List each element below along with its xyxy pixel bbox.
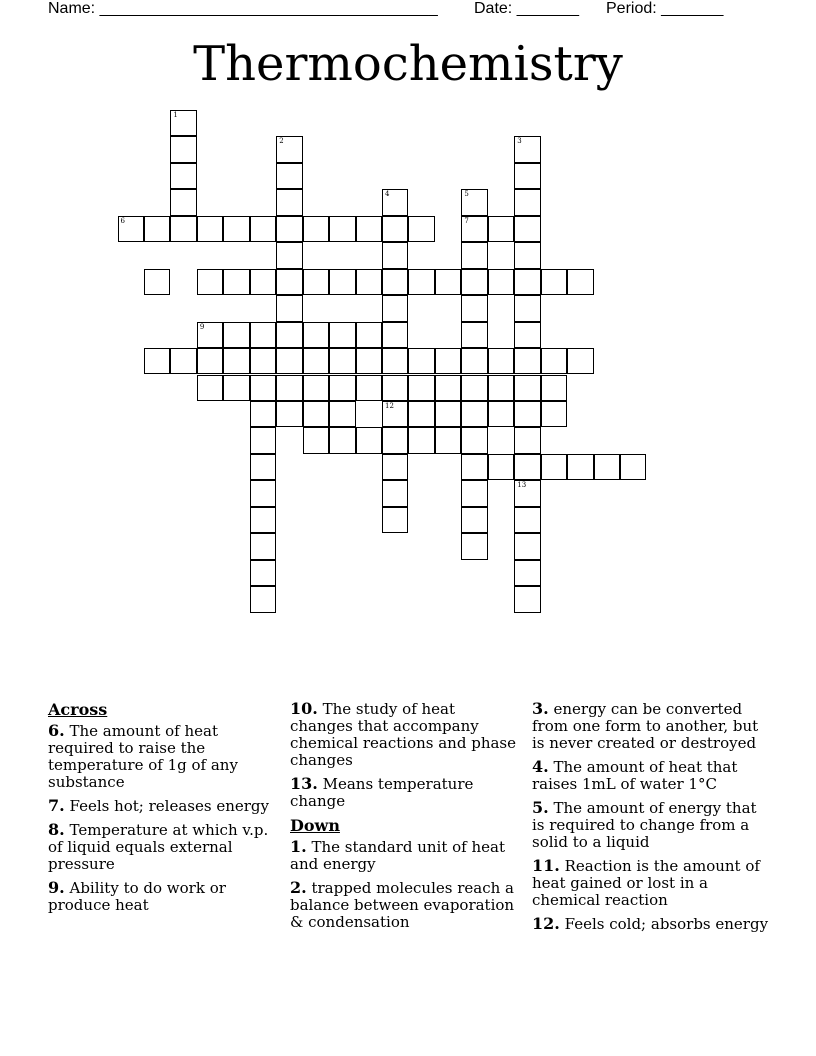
- crossword-cell[interactable]: [197, 375, 223, 401]
- crossword-cell[interactable]: [250, 560, 276, 586]
- crossword-cell[interactable]: [276, 295, 302, 321]
- crossword-cell[interactable]: [223, 269, 249, 295]
- date-field[interactable]: Date: _______: [474, 0, 579, 17]
- crossword-cell[interactable]: [170, 216, 196, 242]
- crossword-cell[interactable]: [250, 454, 276, 480]
- crossword-cell[interactable]: [382, 401, 408, 427]
- crossword-cell[interactable]: [461, 507, 487, 533]
- crossword-cell[interactable]: [170, 136, 196, 162]
- crossword-cell[interactable]: [435, 269, 461, 295]
- crossword-cell[interactable]: [461, 401, 487, 427]
- across-clue-8: 8. Temperature at which v.p. of liquid equals external pressure: [48, 820, 269, 873]
- crossword-cell[interactable]: [382, 480, 408, 506]
- across-clue-6: 6. The amount of heat required to raise the temperature of 1g of any substance: [48, 721, 238, 791]
- crossword-cell[interactable]: [435, 427, 461, 453]
- crossword-cell[interactable]: [223, 216, 249, 242]
- crossword-cell[interactable]: [461, 322, 487, 348]
- crossword-cell[interactable]: [541, 454, 567, 480]
- crossword-cell[interactable]: [382, 427, 408, 453]
- crossword-cell[interactable]: [461, 269, 487, 295]
- crossword-cell[interactable]: [303, 401, 329, 427]
- crossword-cell[interactable]: [250, 507, 276, 533]
- crossword-cell[interactable]: [250, 322, 276, 348]
- crossword-cell[interactable]: [382, 216, 408, 242]
- clue-number: 2: [279, 137, 284, 146]
- crossword-cell[interactable]: [461, 189, 487, 215]
- crossword-cell[interactable]: [382, 242, 408, 268]
- clues-column-2: [290, 700, 522, 937]
- clue-number: 6: [120, 216, 125, 225]
- crossword-cell[interactable]: [276, 348, 302, 374]
- crossword-cell[interactable]: [488, 269, 514, 295]
- crossword-cell[interactable]: [250, 401, 276, 427]
- crossword-cell[interactable]: [514, 322, 540, 348]
- clue-number: 13: [517, 481, 527, 490]
- crossword-cell[interactable]: [514, 533, 540, 559]
- down-heading: Down: [290, 816, 340, 835]
- crossword-cell[interactable]: [303, 375, 329, 401]
- crossword-cell[interactable]: [461, 242, 487, 268]
- crossword-cell[interactable]: [541, 269, 567, 295]
- crossword-cell[interactable]: [541, 375, 567, 401]
- crossword-cell[interactable]: [461, 216, 487, 242]
- crossword-cell[interactable]: [488, 401, 514, 427]
- crossword-cell[interactable]: [408, 401, 434, 427]
- crossword-cell[interactable]: [356, 375, 382, 401]
- crossword-cell[interactable]: [382, 189, 408, 215]
- crossword-cell[interactable]: [223, 375, 249, 401]
- clues-column-3: [532, 700, 772, 939]
- crossword-cell[interactable]: [329, 375, 355, 401]
- crossword-cell[interactable]: [118, 216, 144, 242]
- crossword-cell[interactable]: [329, 322, 355, 348]
- crossword-cell[interactable]: [170, 163, 196, 189]
- crossword-cell[interactable]: [356, 322, 382, 348]
- crossword-cell[interactable]: [303, 269, 329, 295]
- crossword-cell[interactable]: [514, 189, 540, 215]
- crossword-cell[interactable]: [382, 269, 408, 295]
- crossword-cell[interactable]: [250, 427, 276, 453]
- crossword-cell[interactable]: [514, 586, 540, 612]
- crossword-cell[interactable]: [514, 216, 540, 242]
- across-clue-13: 13. Means temperature change: [290, 774, 474, 810]
- crossword-cell[interactable]: [329, 269, 355, 295]
- crossword-cell[interactable]: [461, 533, 487, 559]
- clue-number: 9: [199, 322, 205, 331]
- page-title: Thermochemistry: [193, 36, 623, 92]
- crossword-cell[interactable]: [276, 216, 302, 242]
- crossword-cell[interactable]: [382, 454, 408, 480]
- clue-number: 12: [385, 401, 394, 410]
- crossword-cell[interactable]: [303, 348, 329, 374]
- crossword-cell[interactable]: [514, 507, 540, 533]
- crossword-cell[interactable]: [514, 295, 540, 321]
- crossword-cell[interactable]: [461, 427, 487, 453]
- crossword-cell[interactable]: [514, 427, 540, 453]
- crossword-cell[interactable]: [514, 163, 540, 189]
- crossword-cell[interactable]: [170, 348, 196, 374]
- crossword-cell[interactable]: [356, 348, 382, 374]
- crossword-cell[interactable]: [197, 216, 223, 242]
- crossword-cell[interactable]: [250, 480, 276, 506]
- crossword-cell[interactable]: [170, 110, 196, 136]
- crossword-cell[interactable]: [250, 375, 276, 401]
- crossword-cell[interactable]: [488, 216, 514, 242]
- clues-column-1: [48, 700, 273, 920]
- crossword-cell[interactable]: [303, 427, 329, 453]
- crossword-cell[interactable]: [303, 322, 329, 348]
- crossword-cell[interactable]: [514, 242, 540, 268]
- crossword-cell[interactable]: [461, 375, 487, 401]
- crossword-cell[interactable]: [594, 454, 620, 480]
- crossword-cell[interactable]: [488, 348, 514, 374]
- crossword-cell[interactable]: [197, 348, 223, 374]
- crossword-cell[interactable]: [514, 136, 540, 162]
- clue-number: 1: [173, 111, 178, 119]
- crossword-cell[interactable]: [329, 401, 355, 427]
- crossword-cell[interactable]: [250, 348, 276, 374]
- crossword-cell[interactable]: [250, 533, 276, 559]
- crossword-cell[interactable]: [514, 269, 540, 295]
- crossword-cell[interactable]: [382, 295, 408, 321]
- crossword-cell[interactable]: [620, 454, 646, 480]
- clue-number: 5: [464, 190, 469, 199]
- crossword-cell[interactable]: [382, 322, 408, 348]
- crossword-cell[interactable]: [223, 322, 249, 348]
- crossword-cell[interactable]: [276, 163, 302, 189]
- crossword-cell[interactable]: [435, 348, 461, 374]
- crossword-cell[interactable]: [250, 586, 276, 612]
- crossword-cell[interactable]: [276, 401, 302, 427]
- crossword-cell[interactable]: [514, 401, 540, 427]
- crossword-cell[interactable]: [488, 454, 514, 480]
- crossword-cell[interactable]: [250, 216, 276, 242]
- crossword-cell[interactable]: [144, 269, 170, 295]
- crossword-cell[interactable]: [276, 189, 302, 215]
- crossword-cell[interactable]: [250, 269, 276, 295]
- crossword-cell[interactable]: [382, 507, 408, 533]
- crossword-cell[interactable]: [382, 375, 408, 401]
- down-clue-3: 3. energy can be converted from one form to another, but is never created or destroyed: [532, 699, 759, 752]
- across-heading: Across: [48, 700, 108, 719]
- crossword-cell[interactable]: [408, 348, 434, 374]
- clue-number: 4: [385, 190, 390, 199]
- crossword-cell[interactable]: [488, 375, 514, 401]
- crossword-cell[interactable]: [514, 560, 540, 586]
- crossword-cell[interactable]: [144, 216, 170, 242]
- across-clue-10: 10. The study of heat changes that accompany chemical reactions and phase changes: [290, 699, 516, 769]
- crossword-cell[interactable]: [435, 375, 461, 401]
- crossword-cell[interactable]: [408, 216, 434, 242]
- crossword-cell[interactable]: [329, 348, 355, 374]
- down-clue-2: 2. trapped molecules reach a balance between evaporation & condensation: [290, 878, 515, 931]
- down-clue-1: 1. The standard unit of heat and energy: [290, 837, 505, 873]
- crossword-cell[interactable]: [276, 322, 302, 348]
- crossword-cell[interactable]: [197, 269, 223, 295]
- crossword-cell[interactable]: [567, 454, 593, 480]
- crossword-cell[interactable]: [276, 242, 302, 268]
- crossword-cell[interactable]: [435, 401, 461, 427]
- crossword-cell[interactable]: [541, 348, 567, 374]
- crossword-cell[interactable]: [514, 480, 540, 506]
- down-clue-4: 4. The amount of heat that raises 1mL of water 1°C: [532, 757, 738, 793]
- down-clue-5: 5. The amount of energy that is required to change from a solid to a liquid: [532, 798, 757, 851]
- crossword-cell[interactable]: [382, 348, 408, 374]
- name-field[interactable]: Name: ______________________________________: [48, 0, 438, 17]
- crossword-cell[interactable]: [514, 375, 540, 401]
- crossword-cell[interactable]: [356, 216, 382, 242]
- crossword-cell[interactable]: [408, 375, 434, 401]
- crossword-cell[interactable]: [197, 322, 223, 348]
- crossword-cell[interactable]: [144, 348, 170, 374]
- crossword-cell[interactable]: [461, 348, 487, 374]
- crossword-cell[interactable]: [329, 427, 355, 453]
- crossword-cell[interactable]: [541, 401, 567, 427]
- crossword-cell[interactable]: [461, 454, 487, 480]
- down-clue-11: 11. Reaction is the amount of heat gained or lost in a chemical reaction: [532, 856, 760, 909]
- crossword-cell[interactable]: [408, 427, 434, 453]
- crossword-cell[interactable]: [170, 189, 196, 215]
- crossword-cell[interactable]: [461, 295, 487, 321]
- crossword-cell[interactable]: [461, 480, 487, 506]
- across-clue-7: 7. Feels hot; releases energy: [48, 796, 269, 815]
- crossword-cell[interactable]: [276, 269, 302, 295]
- crossword-cell[interactable]: [514, 454, 540, 480]
- crossword-cell[interactable]: [356, 427, 382, 453]
- down-clue-12: 12. Feels cold; absorbs energy: [532, 914, 769, 933]
- crossword-cell[interactable]: [276, 375, 302, 401]
- crossword-cell[interactable]: [408, 269, 434, 295]
- crossword-cell[interactable]: [329, 216, 355, 242]
- crossword-cell[interactable]: [223, 348, 249, 374]
- clue-number: 3: [517, 137, 522, 146]
- crossword-cell[interactable]: [356, 269, 382, 295]
- across-clue-9: 9. Ability to do work or produce heat: [48, 878, 226, 914]
- crossword-cell[interactable]: [567, 348, 593, 374]
- crossword-cell[interactable]: [303, 216, 329, 242]
- clue-number: 7: [464, 216, 469, 225]
- crossword-cell[interactable]: [276, 136, 302, 162]
- period-field[interactable]: Period: _______: [606, 0, 724, 17]
- crossword-cell[interactable]: [514, 348, 540, 374]
- crossword-cell[interactable]: [567, 269, 593, 295]
